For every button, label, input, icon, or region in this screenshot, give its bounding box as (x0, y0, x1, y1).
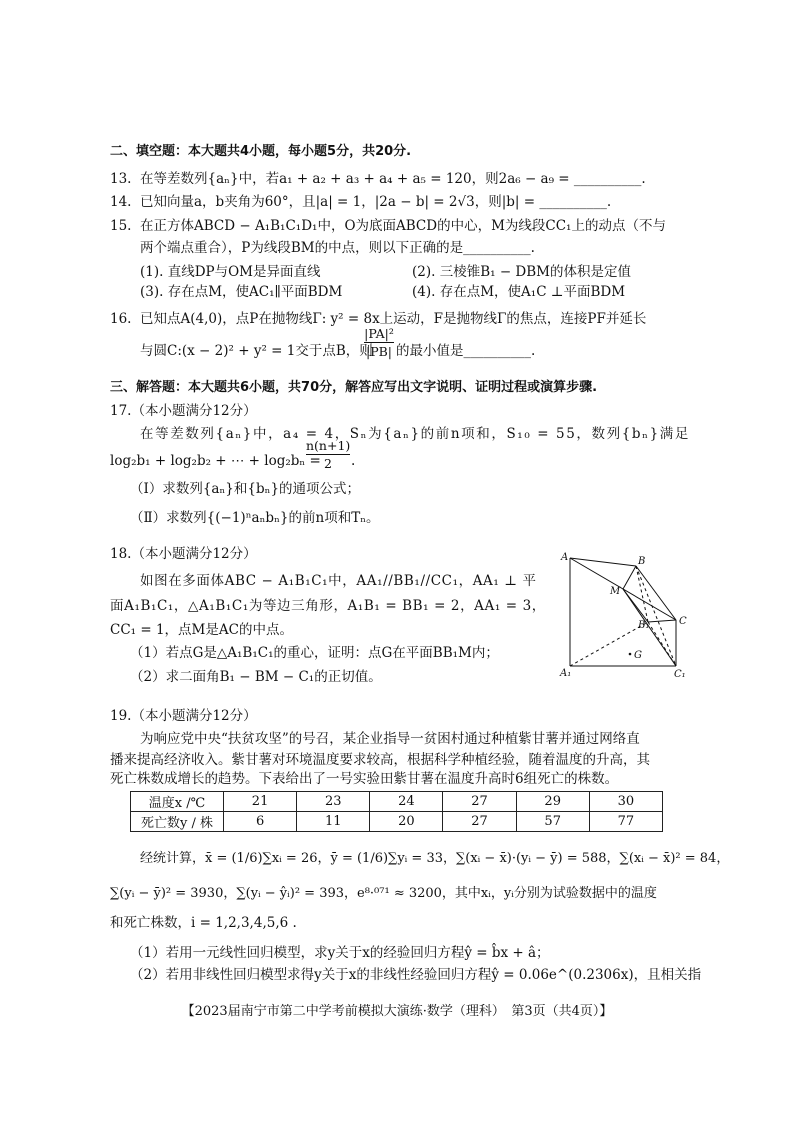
q18-part2: （2）求二面角B₁ − BM − C₁的正切值。 (130, 669, 382, 685)
q13-text: 在等差数列{aₙ}中，若a₁ + a₂ + a₃ + a₄ + a₅ = 120，则2a₆ − a₉ = __________. (140, 171, 646, 187)
table-row-label: 死亡数y / 株 (131, 812, 224, 832)
q16-line1: 已知点A(4,0)，点P在抛物线Γ: y² = 8x上运动，F是抛物线Γ的焦点，连接PF并延长 (140, 311, 647, 327)
q15-option1: (1). 直线DP与OM是异面直线 (140, 264, 321, 280)
q19-line3: 死亡株数成增长的趋势。下表给出了一号实验田紫甘薯在温度升高时6组死亡的株数。 (110, 771, 619, 787)
q19-line2: 播来提高经济收入。紫甘薯对环境温度要求较高，根据科学种植经验，随着温度的升高，其 (110, 752, 650, 768)
q16-fraction (364, 325, 394, 360)
table-cell: 27 (443, 792, 516, 812)
q17-fraction (306, 437, 350, 472)
q18-title: 18.（本小题满分12分） (110, 546, 257, 562)
edge-BC (636, 566, 676, 620)
q16-fraction-denominator: |PB| (365, 344, 393, 359)
edge-MB1 (623, 589, 648, 622)
q19-calc-line3: 和死亡株数，i = 1,2,3,4,5,6 . (110, 915, 297, 931)
label-C: C (679, 616, 687, 627)
q19-part2: （2）若用非线性回归模型求得y关于x的非线性经验回归方程ŷ = 0.06e^(0.2306x)，且相关指 (130, 967, 702, 983)
table-cell: 6 (224, 812, 297, 832)
table-cell: 21 (224, 792, 297, 812)
q16-line2-pre: 与圆C:(x − 2)² + y² = 1交于点B，则 (140, 343, 373, 359)
q14-text: 已知向量a，b夹角为60°，且|a| = 1，|2a − b| = 2√3，则|b| = __________. (140, 194, 612, 210)
table-cell: 27 (443, 812, 516, 832)
q17-line1: 在等差数列{aₙ}中，a₄ = 4，Sₙ为{aₙ}的前n项和，S₁₀ = 55，数列{bₙ}满足 (140, 426, 690, 442)
edge-BM (623, 566, 636, 589)
table-cell: 24 (370, 792, 443, 812)
q15-number: 15. (110, 218, 132, 234)
edge-CB1 (648, 620, 676, 622)
section2-heading: 二、填空题：本大题共4小题，每小题5分，共20分. (110, 144, 412, 159)
table-cell: 11 (297, 812, 370, 832)
label-A: A (561, 552, 569, 563)
q17-fraction-denominator: 2 (324, 456, 332, 471)
q16-fraction-numerator: |PA|² (364, 326, 394, 341)
table-cell: 57 (516, 812, 589, 832)
label-B: B (638, 556, 646, 567)
polyhedron-figure (558, 550, 698, 690)
table-cell: 30 (589, 792, 662, 812)
table-row-label: 温度x /℃ (131, 792, 224, 812)
q19-part1: （1）若用一元线性回归模型，求y关于x的经验回归方程ŷ = b̂x + â； (130, 945, 550, 961)
q19-calc-line1: 经统计算，x̄ = (1/6)∑xᵢ = 26，ȳ = (1/6)∑yᵢ = 33，∑(xᵢ − x̄)·(yᵢ − ȳ) = 588，∑(xᵢ − x̄)² = 84， (140, 851, 730, 866)
q13-number: 13. (110, 171, 132, 187)
section3-heading: 三、解答题：本大题共6小题，共70分，解答应写出文字说明、证明过程或演算步骤. (110, 380, 598, 395)
temperature-death-table (130, 791, 663, 832)
table-cell: 29 (516, 792, 589, 812)
point-G (629, 653, 632, 656)
q18-line2: 面A₁B₁C₁，△A₁B₁C₁为等边三角形，A₁B₁ = BB₁ = 2，AA₁ = 3， (110, 598, 546, 614)
q17-line2-pre: log₂b₁ + log₂b₂ + ⋯ + log₂bₙ = (110, 453, 321, 469)
table-cell: 20 (370, 812, 443, 832)
q19-calc-line2: ∑(yᵢ − ȳ)² = 3930，∑(yᵢ − ŷᵢ)² = 393，e⁸·⁰⁷¹ ≈ 3200，其中xᵢ，yᵢ分别为试验数据中的温度 (110, 886, 657, 901)
q17-part2: （Ⅱ）求数列{(−1)ⁿaₙbₙ}的前n项和Tₙ。 (130, 510, 380, 526)
q15-line2: 两个端点重合），P为线段BM的中点，则以下正确的是__________. (140, 240, 535, 256)
q15-option4: (4). 存在点M，使A₁C ⊥平面BDM (412, 284, 626, 300)
table-cell: 77 (589, 812, 662, 832)
q16-number: 16. (110, 311, 132, 327)
q17-title: 17.（本小题满分12分） (110, 403, 257, 419)
q18-line1: 如图在多面体ABC − A₁B₁C₁中，AA₁//BB₁//CC₁，AA₁ ⊥ 平 (140, 573, 537, 589)
q16-line2-post: 的最小值是__________. (396, 343, 536, 359)
table-row (131, 812, 663, 832)
label-B1: B₁ (638, 620, 650, 631)
edge-B1C1-hidden (648, 622, 676, 666)
q14-number: 14. (110, 194, 132, 210)
page-footer: 【2023届南宁市第二中学考前模拟大演练·数学（理科） 第3页（共4页）】 (181, 1004, 613, 1019)
q18-line3: CC₁ = 1，点M是AC的中点。 (110, 622, 293, 638)
q17-fraction-numerator: n(n+1) (306, 438, 351, 453)
q17-part1: （Ⅰ）求数列{aₙ}和{bₙ}的通项公式； (130, 481, 361, 497)
q15-line1: 在正方体ABCD − A₁B₁C₁D₁中，O为底面ABCD的中心，M为线段CC₁上的动点（不与 (140, 218, 666, 234)
q18-part1: （1）若点G是△A₁B₁C₁的重心，证明：点G在平面BB₁M内； (130, 645, 499, 661)
label-C1: C₁ (674, 669, 686, 680)
label-G: G (634, 650, 642, 661)
table-row (131, 792, 663, 812)
label-M: M (610, 586, 621, 597)
q15-option2: (2). 三棱锥B₁ − DBM的体积是定值 (412, 264, 631, 280)
label-A1: A₁ (560, 668, 572, 679)
table-cell: 23 (297, 792, 370, 812)
q19-line1: 为响应党中央“扶贫攻坚”的号召，某企业指导一贫困村通过种植紫甘薯并通过网络直 (140, 731, 640, 747)
q19-title: 19.（本小题满分12分） (110, 708, 257, 724)
q15-option3: (3). 存在点M，使AC₁∥平面BDM (140, 284, 343, 300)
q17-line2-post: . (351, 453, 356, 469)
edge-AB (570, 558, 636, 566)
